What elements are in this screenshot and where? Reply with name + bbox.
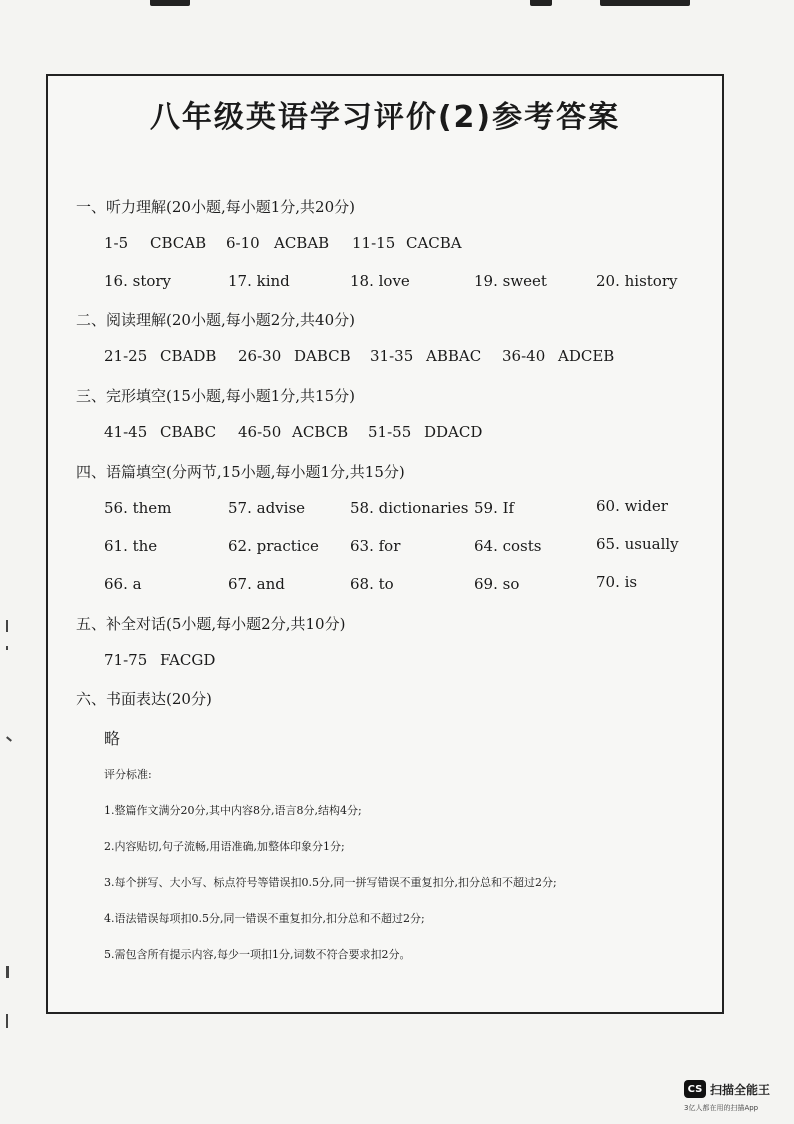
scan-speck <box>6 620 8 632</box>
answer-value: CACBA <box>406 234 462 252</box>
answer-range: 51-55 <box>368 423 412 441</box>
answer-item: 60. wider <box>596 497 668 515</box>
answer-value: CBADB <box>160 347 217 365</box>
answer-range: 41-45 <box>104 423 148 441</box>
answer-item: 59. If <box>474 499 515 517</box>
section-heading-reading: 二、阅读理解(20小题,每小题2分,共40分) <box>76 311 355 329</box>
criteria-item: 4.语法错误每项扣0.5分,同一错误不重复扣分,扣分总和不超过2分; <box>104 912 425 925</box>
top-edge-artifacts <box>0 0 794 14</box>
answer-value: DDACD <box>424 423 483 441</box>
answer-value: ABBAC <box>426 347 482 365</box>
answer-item: 17. kind <box>228 272 290 290</box>
answer-range: 11-15 <box>352 234 396 252</box>
answer-item: 18. love <box>350 272 410 290</box>
answer-item: 56. them <box>104 499 172 517</box>
answer-item: 67. and <box>228 575 285 593</box>
scan-speck <box>6 966 9 978</box>
scanner-watermark <box>684 1080 770 1098</box>
answer-range: 26-30 <box>238 347 282 365</box>
answer-range: 36-40 <box>502 347 546 365</box>
answer-value: CBCAB <box>150 234 207 252</box>
criteria-title: 评分标准: <box>104 768 152 781</box>
camscanner-logo-icon: CS <box>684 1080 706 1098</box>
answer-value: DABCB <box>294 347 351 365</box>
writing-answer: 略 <box>104 729 121 748</box>
answer-value: ACBCB <box>292 423 349 441</box>
scan-speck <box>6 1014 8 1028</box>
answer-range: 6-10 <box>226 234 260 252</box>
answer-item: 66. a <box>104 575 142 593</box>
answer-item: 16. story <box>104 272 172 290</box>
criteria-item: 5.需包含所有提示内容,每少一项扣1分,词数不符合要求扣2分。 <box>104 948 411 961</box>
answer-item: 64. costs <box>474 537 542 555</box>
answer-range: 31-35 <box>370 347 414 365</box>
watermark-name: 扫描全能王 <box>710 1082 771 1097</box>
criteria-item: 1.整篇作文满分20分,其中内容8分,语言8分,结构4分; <box>104 804 362 817</box>
answer-value: CBABC <box>160 423 217 441</box>
watermark-tagline: 3亿人都在用的扫描App <box>684 1104 759 1112</box>
answer-item: 69. so <box>474 575 520 593</box>
criteria-item: 3.每个拼写、大小写、标点符号等错误扣0.5分,同一拼写错误不重复扣分,扣分总和不超过2分; <box>104 876 557 889</box>
answer-item: 19. sweet <box>474 272 547 290</box>
answer-item: 57. advise <box>228 499 306 517</box>
answer-range: 46-50 <box>238 423 282 441</box>
scan-speck <box>6 736 12 741</box>
answer-item: 61. the <box>104 537 158 555</box>
answer-item: 70. is <box>596 573 638 591</box>
answer-item: 20. history <box>596 272 678 290</box>
page-title: 八年级英语学习评价(2)参考答案 <box>149 100 621 135</box>
answer-range: 71-75 <box>104 651 148 669</box>
section-heading-passage-fill: 四、语篇填空(分两节,15小题,每小题1分,共15分) <box>76 463 405 481</box>
answer-item: 62. practice <box>228 537 319 555</box>
criteria-item: 2.内容贴切,句子流畅,用语准确,加整体印象分1分; <box>104 840 345 853</box>
answer-item: 65. usually <box>596 535 679 553</box>
answer-value: FACGD <box>160 651 216 669</box>
answer-range: 1-5 <box>104 234 129 252</box>
section-heading-cloze: 三、完形填空(15小题,每小题1分,共15分) <box>76 387 355 405</box>
answer-item: 68. to <box>350 575 394 593</box>
scan-speck <box>6 646 8 650</box>
answer-value: ACBAB <box>274 234 330 252</box>
section-heading-dialogue: 五、补全对话(5小题,每小题2分,共10分) <box>76 615 346 633</box>
answer-item: 58. dictionaries <box>350 499 469 517</box>
section-heading-writing: 六、书面表达(20分) <box>76 690 212 708</box>
section-heading-listening: 一、听力理解(20小题,每小题1分,共20分) <box>76 198 355 216</box>
answer-value: ADCEB <box>558 347 615 365</box>
answer-item: 63. for <box>350 537 401 555</box>
answer-range: 21-25 <box>104 347 148 365</box>
answer-sheet-frame <box>46 74 724 1014</box>
